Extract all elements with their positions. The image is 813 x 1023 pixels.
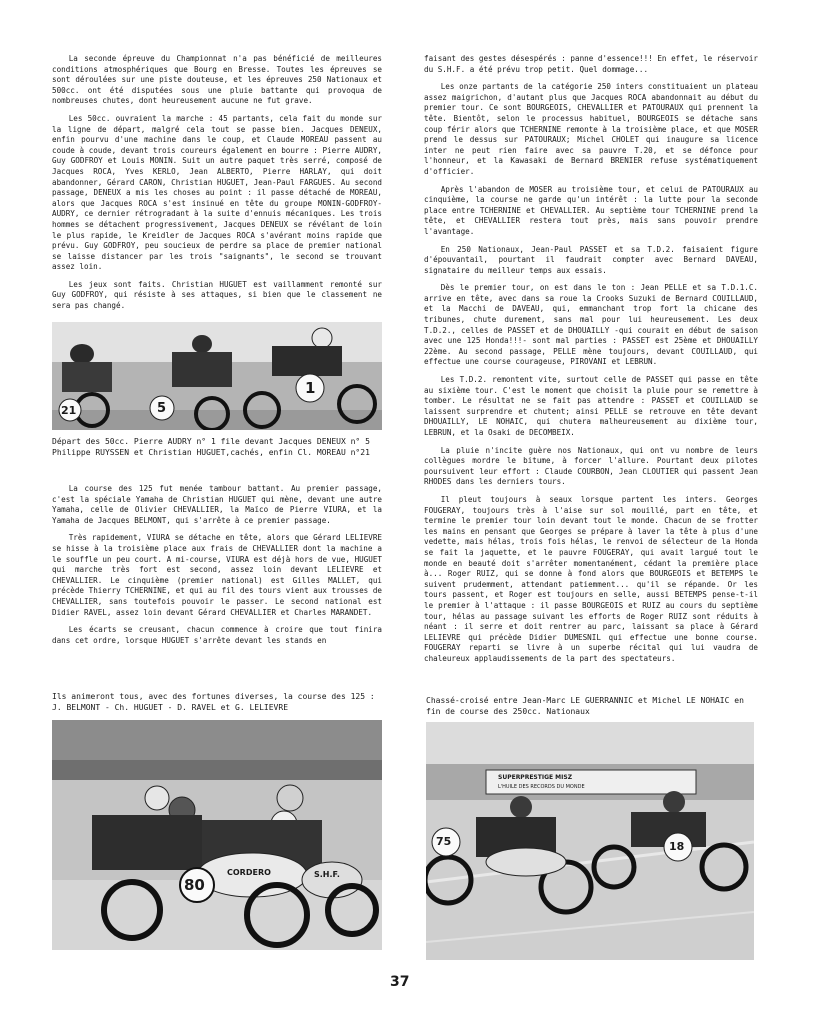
paragraph: faisant des gestes désespérés : panne d'essence!!! En effet, le réservoir du S.H.F. a été prévu trop petit. Quel dommage... xyxy=(424,54,758,74)
race-number: 18 xyxy=(669,840,685,853)
paragraph: Les écarts se creusant, chacun commence à croire que tout finira dans cet ordre, lorsque HUGUET s'arrête devant les stands en xyxy=(52,625,382,645)
banner-text: SUPERPRESTIGE MISZ xyxy=(498,774,573,781)
paragraph: En 250 Nationaux, Jean-Paul PASSET et sa T.D.2. faisaient figure d'épouvantail, pourtant il faudrait compter avec Bernard DAVEAU, signataire du meilleur temps aux essais. xyxy=(424,244,758,275)
race-number: 80 xyxy=(184,876,205,894)
race-number: 1 xyxy=(305,379,316,397)
left-column-middle xyxy=(52,484,382,653)
caption-line: Départ des 50cc. Pierre AUDRY n° 1 file devant Jacques DENEUX n° 5 xyxy=(52,437,370,446)
race-number: 5 xyxy=(157,401,167,416)
paragraph: Il pleut toujours à seaux lorsque partent les inters. Georges FOUGERAY, toujours très à l'aise sur sol mouillé, part en tête, et termine le premier tour loin devant tout le monde. Chacun de se frotter les mains en pensant que Georges se prépare à laver la tête à plus d'une vedette, mais hélas, trois fois hélas, le renvoi de sélecteur de la Honda se fait la jaquette, et le pauvre FOUGERAY, qui avait largué tout le monde en beauté doit s'arrêter momentanément, cédant la première place à... Roger RUIZ, qui se donne à fond alors que BOURGEOIS et BETEMPS le suivent prudemment, attendant patiemment... qu'il se répande. Or les tours passent, et Roger est toujours en selle, aussi BETEMPS pense-t-il le premier à l'attaque : il passe BOURGEOIS et RUIZ au cours du septième tour, hélas au passage suivant les efforts de Roger RUIZ sont réduits à néant : il serre et doit rentrer au parc, laissant sa place à Gérard LELIEVRE qui précède Didier DUMESNIL qui effectue une bonne course. FOUGERAY reparti se livre à un superbe récital qui lui vaudra de chaleureux applaudissements de la part des spectateurs. xyxy=(424,494,758,663)
paragraph: Les T.D.2. remontent vite, surtout celle de PASSET qui passe en tête au sixième tour. C'est le moment que choisit la pluie pour se remettre à tomber. Le résultat ne se fait pas attendre : PASSET et COUILLAUD se laissent surprendre et chutent; ainsi PELLE se retrouve en tête devant DHOUAILLY, LE NOHAIC, qui chutera malheureusement au dixième tour, LEBRUN, et la Osaki de DECOMBEIX. xyxy=(424,375,758,437)
paragraph: Très rapidement, VIURA se détache en tête, alors que Gérard LELIEVRE se hisse à la troisième place aux frais de CHEVALLIER dont la machine a le souffle un peu court. A mi-course, VIURA est déjà hors de vue, HUGUET qui marche très fort est second, assez loin devant LELIEVRE et CHEVALLIER. Le cinquième (premier national) est Gilles MALLET, qui précède Thierry TCHERNINE, et qui au fil des tours vient aux trousses de CHEVALLIER, sans toutefois pouvoir le passer. Le second national est Didier RAVEL, assez loin devant Gérard CHEVALLIER et Charles MARANDET. xyxy=(52,533,382,617)
caption-line: J. BELMONT - Ch. HUGUET - D. RAVEL et G. LELIEVRE xyxy=(52,703,289,712)
caption-line: Ils animeront tous, avec des fortunes diverses, la course des 125 : xyxy=(52,692,375,701)
photo-caption xyxy=(52,436,392,458)
paragraph: La course des 125 fut menée tambour battant. Au premier passage, c'est la spéciale Yamaha de Christian HUGUET qui mène, devant une autre Yamaha, celle de Olivier CHEVALLIER, la Maïco de Pierre VIURA, et la Yamaha de Jacques BELMONT, qui s'arrête à ce premier passage. xyxy=(52,484,382,525)
caption-line: Philippe RUYSSEN et Christian HUGUET,cachés, enfin Cl. MOREAU n°21 xyxy=(52,448,370,457)
paragraph: La pluie n'incite guère nos Nationaux, qui ont vu nombre de leurs collègues mordre le bitume, à forcer l'allure. Pourtant deux pilotes poursuivent leur effort : Claude COURBON, Jean CLOUTIER qui passent Jean RHODES dans les derniers tours. xyxy=(424,445,758,487)
photo-125cc-riders xyxy=(52,720,382,950)
paragraph: Après l'abandon de MOSER au troisième tour, et celui de PATOURAUX au cinquième, la course ne garde qu'un intérêt : la lutte pour la seconde place entre TCHERNINE et CHEVALLIER. Au septième tour TCHERNINE prend la tête, et CHEVALLIER restera tout près, mais sans pouvoir prendre l'avantage. xyxy=(424,184,758,236)
caption-line: fin de course des 250cc. Nationaux xyxy=(426,707,590,716)
fairing-label: S.H.F. xyxy=(314,870,340,879)
paragraph: Les onze partants de la catégorie 250 inters constituaient un plateau assez maigrichon, d'autant plus que Jacques ROCA abandonnait au début du premier tour. Ce sont BOURGEOIS, CHEVALLIER et PATOURAUX qui prennent la tête. Bientôt, selon le processus habituel, BOURGEOIS se détache sans coup férir alors que TCHERNINE remonte à la troisième place, et que MOSER prend le dessus sur PATOURAUX; Michel CHOLET qui inaugure sa licence inter ne peut rien faire avec sa pauvre T.20, et se défonce pour l'honneur, et la Kawasaki de Bernard BRENIER refuse systématiquement d'officier. xyxy=(424,82,758,176)
photo-50cc-start xyxy=(52,322,382,430)
right-column xyxy=(424,54,758,671)
banner-text: L'HUILE DES RECORDS DU MONDE xyxy=(498,784,585,790)
race-number: 75 xyxy=(436,835,452,848)
photo-caption xyxy=(426,695,766,717)
page-number: 37 xyxy=(390,974,410,990)
fairing-brand: CORDERO xyxy=(227,868,271,877)
photo-caption xyxy=(52,691,397,713)
paragraph: La seconde épreuve du Championnat n'a pas bénéficié de meilleures conditions atmosphériques que Bourg en Bresse. Toutes les épreuves se sont déroulées sur une piste douteuse, et les épreuves 250 Nationaux et 500cc. ont été disputées sous une pluie battante qui provoqua de nombreuses chutes, dont heureusement aucune ne fut grave. xyxy=(52,54,382,106)
paragraph: Les 50cc. ouvraient la marche : 45 partants, cela fait du monde sur la ligne de départ, malgré cela tout se passe bien. Jacques DENEUX, enfin pourvu d'une machine dans le coup, et Claude MOREAU passent au coude à coude, devant trois coureurs également en bourre : Pierre AUDRY, Guy GODFROY et Louis MONIN. Suit un autre paquet très serré, composé de Jacques ROCA, Yves KERLO, Jean ALBERTO, Pierre HARLAY, qui doit abandonner, Gérard CARON, Christian HUGUET, Jean-Paul FARGUES. Au second passage, DENEUX a mis les choses au point : il passe détaché de MOREAU, alors que Jacques ROCA s'est insinué en tête du groupe MONIN-GODFROY-AUDRY, ce dernier rétrogradant à la suite d'ennuis mécaniques. Les trois hommes se détachent progressivement, Jacques DENEUX se révélant de loin le plus rapide, le Kreidler de Jacques ROCA s'avérant moins rapide que prévu. Guy GODFROY, peu soucieux de perdre sa place de premier national se laisse distancer par les trois "saignants", le second se trouvant assez loin. xyxy=(52,113,382,272)
photo-250cc-nationaux xyxy=(426,722,754,960)
paragraph: Les jeux sont faits. Christian HUGUET est vaillamment remonté sur Guy GODFROY, qui résiste à ses attaques, si bien que le classement ne sera pas changé. xyxy=(52,279,382,311)
caption-line: Chassé-croisé entre Jean-Marc LE GUERRANNIC et Michel LE NOHAIC en xyxy=(426,696,744,705)
race-number: 21 xyxy=(61,404,77,417)
left-column-top xyxy=(52,54,382,319)
paragraph: Dès le premier tour, on est dans le ton : Jean PELLE et sa T.D.1.C. arrive en tête, avec dans sa roue la Crooks Suzuki de Bernard COUILLAUD, et la Macchi de DAVEAU, qui, emmanchant trop fort la chicane des tribunes, chute durement, sans mal pour lui heureusement. Les deux T.D.2., celles de PASSET et de DHOUAILLY -qui courait en début de saison avec une 125 Honda!!!- sont mal parties : PASSET est 25ème et DHOUAILLY 22ème. Au second passage, PELLE mène toujours, devant COUILLAUD, qui effectue une course courageuse, PIROVANI et LEBRUN. xyxy=(424,283,758,367)
